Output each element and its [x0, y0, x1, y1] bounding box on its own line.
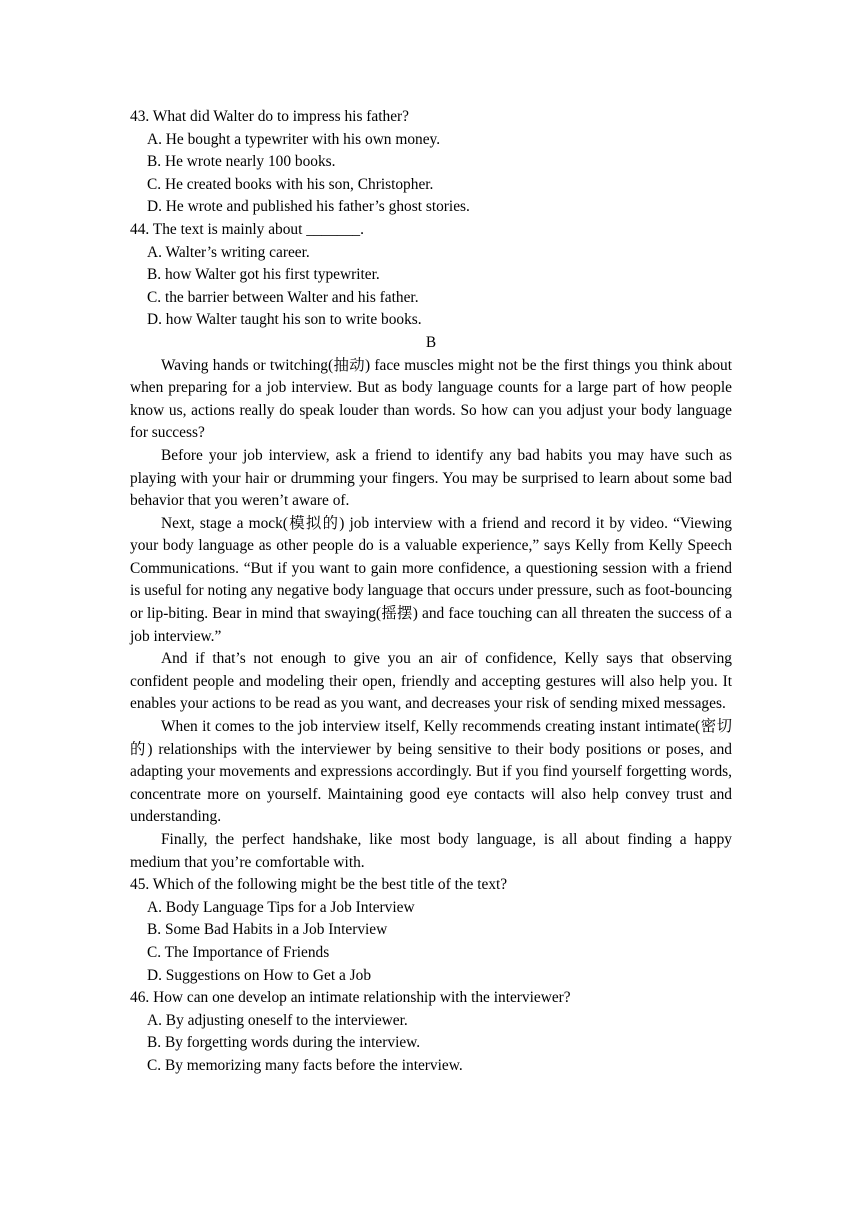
option-b: B. He wrote nearly 100 books.	[147, 153, 336, 171]
question-44	[130, 219, 732, 332]
option-a: A. He bought a typewriter with his own money.	[147, 130, 441, 148]
option-a: A. Walter’s writing career.	[147, 243, 310, 261]
question-stem: 44. The text is mainly about _______.	[130, 220, 364, 238]
passage-paragraph: And if that’s not enough to give you an air of confidence, Kelly says that observing confident people and modeling their open, friendly and accepting gestures will also help you. It enables your actions to be read as you want, and decreases your risk of sending mixed messages.	[130, 650, 732, 713]
option-a: A. Body Language Tips for a Job Interview	[147, 898, 415, 916]
question-46	[130, 987, 732, 1077]
option-c: C. He created books with his son, Christopher.	[147, 175, 434, 193]
section-label: B	[425, 333, 437, 351]
question-stem: 43. What did Walter do to impress his father?	[130, 108, 410, 125]
option-b: B. Some Bad Habits in a Job Interview	[147, 921, 388, 939]
question-45	[130, 874, 732, 987]
passage-paragraph: Next, stage a mock(模拟的) job interview with a friend and record it by video. “Viewing your body language as other people do is a valuable experience,” says Kelly from Kelly Speech Communications. “But if you want to gain more confidence, a questioning session with a friend is useful for noting any negative body language that occurs under pressure, such as foot-bouncing or lip-biting. Bear in mind that swaying(摇摆) and face touching can all threaten the success of a job interview.”	[130, 514, 732, 645]
option-c: C. the barrier between Walter and his father.	[147, 288, 419, 306]
question-stem: 46. How can one develop an intimate relationship with the interviewer?	[130, 989, 571, 1007]
passage-paragraph: Finally, the perfect handshake, like most body language, is all about finding a happy medium that you’re comfortable with.	[130, 831, 732, 871]
option-a: A. By adjusting oneself to the interviewer.	[147, 1011, 408, 1029]
option-d: D. He wrote and published his father’s ghost stories.	[147, 198, 470, 216]
option-c: C. The Importance of Friends	[147, 943, 330, 961]
option-b: B. By forgetting words during the interview.	[147, 1034, 421, 1052]
option-c: C. By memorizing many facts before the interview.	[147, 1056, 463, 1074]
option-b: B. how Walter got his first typewriter.	[147, 266, 380, 284]
question-stem: 45. Which of the following might be the best title of the text?	[130, 876, 508, 894]
option-d: D. how Walter taught his son to write books.	[147, 311, 422, 329]
passage-paragraph: When it comes to the job interview itself, Kelly recommends creating instant intimate(密切的) relationships with the interviewer by being sensitive to their body positions or poses, and adapting your movements and expressions accordingly. But if you find yourself forgetting words, concentrate more on yourself. Maintaining good eye contacts will also help convey trust and understanding.	[130, 718, 732, 826]
question-43	[130, 106, 732, 219]
passage	[130, 355, 732, 875]
page-content	[130, 106, 732, 1078]
passage-paragraph: Waving hands or twitching(抽动) face muscles might not be the first things you think about when preparing for a job interview. But as body language counts for a large part of how people know us, actions really do speak louder than words. So how can you adjust your body language for success?	[130, 356, 732, 442]
option-d: D. Suggestions on How to Get a Job	[147, 966, 372, 984]
passage-paragraph: Before your job interview, ask a friend to identify any bad habits you may have such as playing with your hair or drumming your fingers. You may be surprised to learn about some bad behavior that you weren’t aware of.	[130, 446, 732, 510]
